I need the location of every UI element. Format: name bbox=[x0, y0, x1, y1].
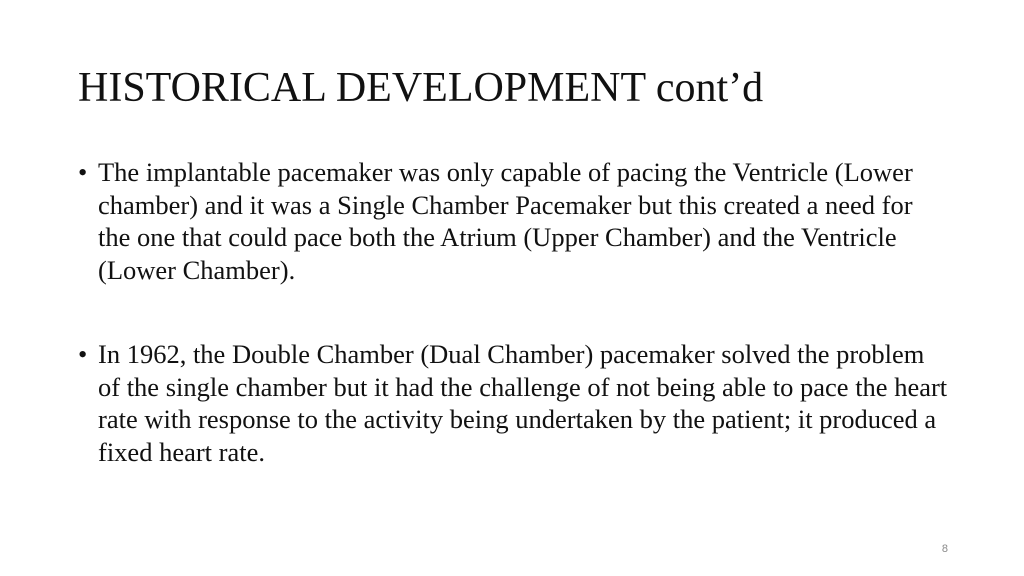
bullet-item bbox=[78, 156, 948, 286]
bullet-marker: • bbox=[78, 157, 88, 187]
bullet-list bbox=[78, 156, 948, 520]
bullet-item bbox=[78, 338, 948, 468]
slide-title: HISTORICAL DEVELOPMENT cont’d bbox=[78, 65, 764, 111]
bullet-text: The implantable pacemaker was only capable of pacing the Ventricle (Lower chamber) and it was a Single Chamber Pacemaker but this created a need for the one that could pace both the Atrium (Upper Chamber) and the Ventricle (Lower Chamber). bbox=[98, 157, 913, 285]
slide-number: 8 bbox=[941, 543, 948, 555]
bullet-text: In 1962, the Double Chamber (Dual Chamber) pacemaker solved the problem of the single chamber but it had the challenge of not being able to pace the heart rate with response to the activity being undertaken by the patient; it produced a fixed heart rate. bbox=[98, 339, 948, 467]
bullet-marker: • bbox=[78, 339, 88, 369]
